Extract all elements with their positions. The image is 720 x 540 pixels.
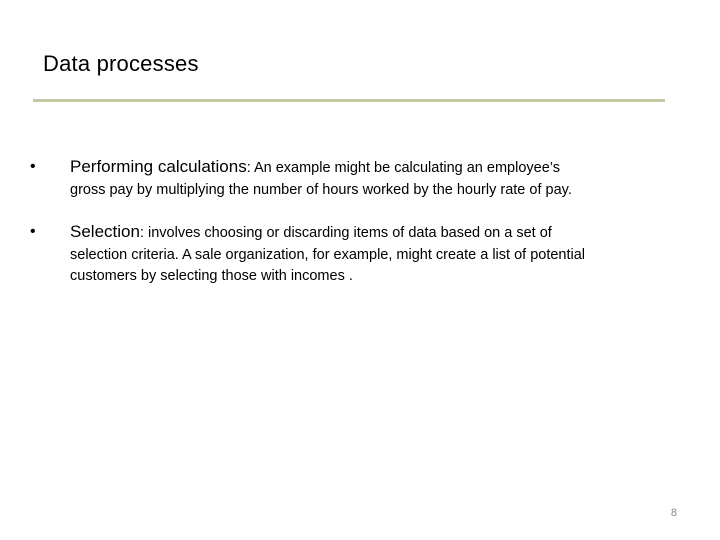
bullet-first-line bbox=[70, 154, 650, 181]
bullet-text: : An example might be calculating an employee’s bbox=[246, 160, 560, 176]
bullet-item-performing-calculations bbox=[30, 154, 650, 201]
bullet-item-selection bbox=[30, 219, 650, 287]
bullet-term: Performing calculations bbox=[70, 157, 247, 176]
slide-title: Data processes bbox=[43, 51, 199, 76]
bullet-first-line bbox=[70, 219, 650, 246]
bullet-continuation: selection criteria. A sale organization, for example, might create a list of potential customers by selecting those with incomes . bbox=[70, 247, 586, 284]
bullet-term: Selection bbox=[70, 222, 140, 241]
bullet-continuation: gross pay by multiplying the number of hours worked by the hourly rate of pay. bbox=[70, 182, 572, 198]
page-number: 8 bbox=[670, 507, 677, 519]
title-divider bbox=[33, 99, 665, 102]
bullet-icon: • bbox=[30, 158, 36, 175]
bullet-text: : involves choosing or discarding items of data based on a set of bbox=[139, 225, 552, 241]
bullet-list bbox=[30, 154, 650, 287]
bullet-icon: • bbox=[30, 223, 36, 240]
